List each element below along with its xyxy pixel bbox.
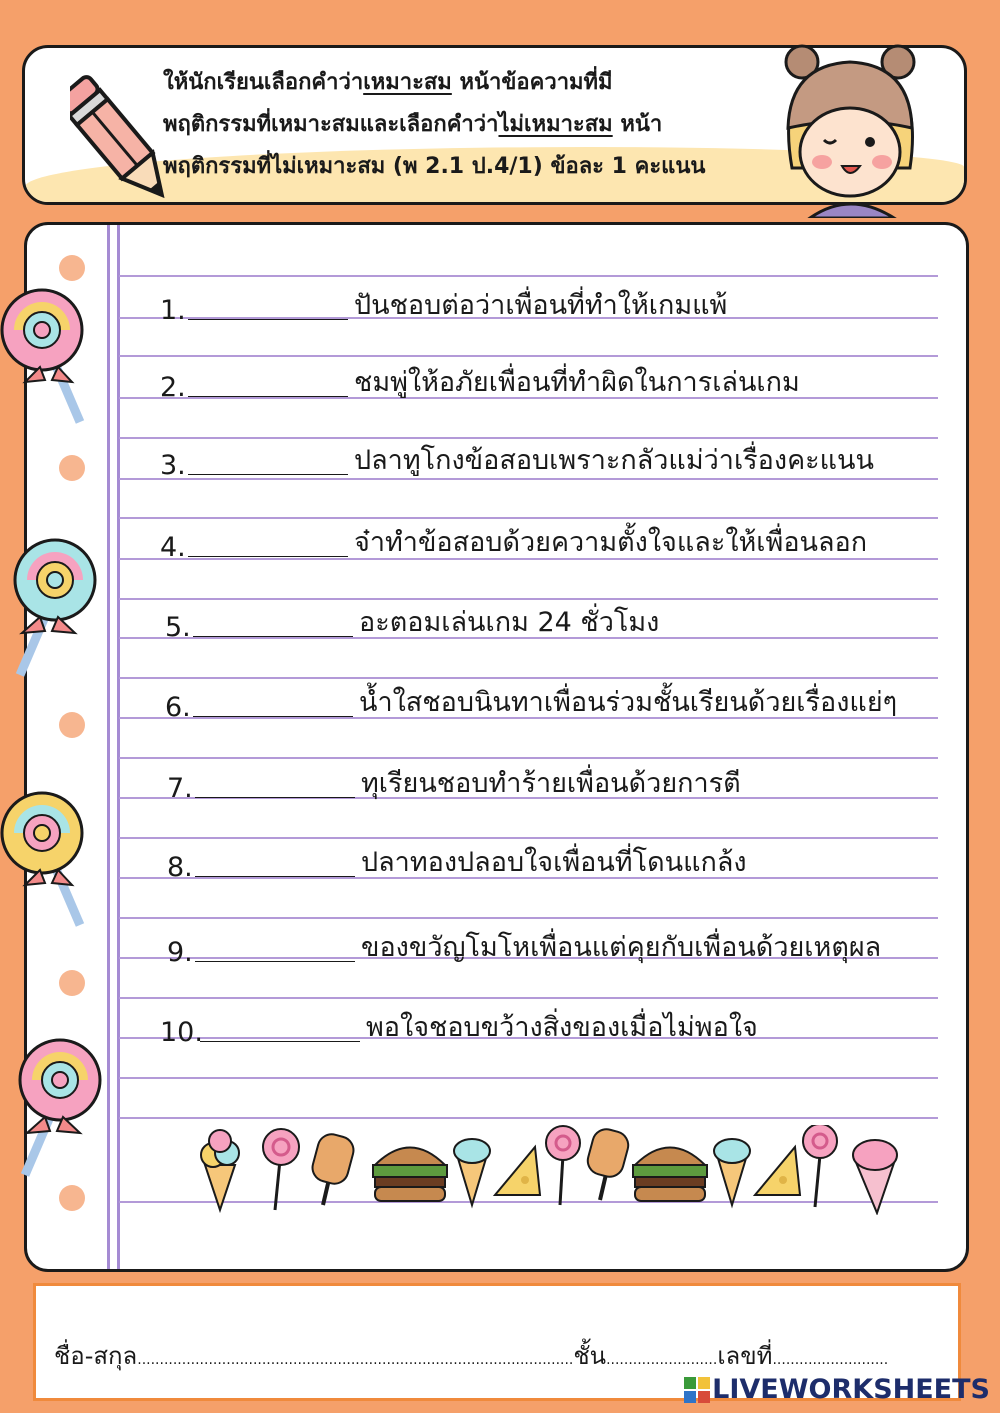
girl-bear-hat-illustration <box>770 40 930 218</box>
question-9 <box>167 925 881 968</box>
ruled-line <box>119 997 938 999</box>
name-label: ชื่อ-สกุล <box>54 1342 138 1370</box>
burger-icon <box>373 1148 447 1202</box>
question-number: 9. <box>167 937 193 968</box>
question-5 <box>165 600 659 643</box>
binder-hole <box>59 970 85 996</box>
watermark-text: LIVEWORKSHEETS <box>712 1374 990 1405</box>
binder-hole <box>59 255 85 281</box>
question-number: 6. <box>165 692 191 723</box>
instructions-line-2: พฤติกรรมที่เหมาะสมและเลือกคำว่าไม่เหมาะสม หน้า <box>163 112 663 137</box>
ruled-line <box>119 677 938 679</box>
ruled-line <box>119 517 938 519</box>
question-8 <box>167 840 747 883</box>
cheese-icon <box>495 1147 540 1195</box>
question-text: ของขวัญโมโหเพื่อนแต่คุยกับเพื่อนด้วยเหตุผล <box>361 932 882 963</box>
pencil-icon <box>70 70 170 205</box>
question-number: 7. <box>167 773 193 804</box>
question-text: จ๋าทำข้อสอบด้วยความตั้งใจและให้เพื่อนลอก <box>354 527 868 558</box>
popsicle-icon <box>309 1131 356 1205</box>
lollipop-icon <box>546 1126 580 1205</box>
question-1 <box>160 283 727 326</box>
question-number: 8. <box>167 852 193 883</box>
number-label: เลขที่ <box>717 1342 773 1370</box>
cone-icon <box>454 1139 490 1205</box>
ice-cream-icon <box>853 1140 897 1213</box>
question-2 <box>160 360 800 403</box>
question-text: อะตอมเล่นเกม 24 ชั่วโมง <box>359 607 660 638</box>
instructions-line-1: ให้นักเรียนเลือกคำว่าเหมาะสม หน้าข้อความที่มี <box>163 70 613 95</box>
question-text: พอใจชอบขว้างสิ่งของเมื่อไม่พอใจ <box>366 1012 758 1043</box>
lollipop-icon <box>263 1129 299 1210</box>
cheese-icon <box>755 1147 800 1195</box>
ruled-line <box>119 917 938 919</box>
question-number: 10. <box>160 1017 203 1048</box>
question-text: น้ำใสชอบนินทาเพื่อนร่วมชั้นเรียนด้วยเรื่องแย่ๆ <box>359 687 898 718</box>
question-text: ปลาทองปลอบใจเพื่อนที่โดนแกล้ง <box>361 847 747 878</box>
answer-blank[interactable] <box>193 633 353 637</box>
lollipop-icon <box>5 1035 115 1185</box>
question-7 <box>167 761 741 804</box>
question-3 <box>160 438 874 481</box>
class-field[interactable]: ......................... <box>606 1352 718 1368</box>
number-field[interactable]: .......................... <box>772 1352 889 1368</box>
food-decoration-strip <box>195 1125 915 1215</box>
ruled-line <box>119 757 938 759</box>
cone-icon <box>714 1139 750 1205</box>
answer-blank[interactable] <box>195 958 355 962</box>
lollipop-icon <box>803 1125 837 1207</box>
ruled-line <box>119 1117 938 1119</box>
question-6 <box>165 680 897 723</box>
answer-blank[interactable] <box>188 393 348 397</box>
answer-blank[interactable] <box>188 471 348 475</box>
liveworksheets-logo-icon <box>684 1377 710 1403</box>
question-text: ปลาทูโกงข้อสอบเพราะกลัวแม่ว่าเรื่องคะแนน <box>354 445 874 476</box>
popsicle-icon <box>585 1126 632 1200</box>
ruled-line <box>119 275 938 277</box>
instructions-line-3: พฤติกรรมที่ไม่เหมาะสม (พ 2.1 ป.4/1) ข้อละ 1 คะแนน <box>163 154 706 179</box>
ice-cream-icon <box>201 1130 239 1210</box>
class-label: ชั้น <box>573 1342 607 1370</box>
student-info-line <box>54 1336 954 1375</box>
question-text: ปันชอบต่อว่าเพื่อนที่ทำให้เกมแพ้ <box>354 290 728 321</box>
answer-blank[interactable] <box>195 873 355 877</box>
question-number: 3. <box>160 450 186 481</box>
binder-hole <box>59 712 85 738</box>
question-text: ทุเรียนชอบทำร้ายเพื่อนด้วยการตี <box>361 768 741 799</box>
margin-line <box>117 225 120 1269</box>
answer-blank[interactable] <box>195 794 355 798</box>
lollipop-icon <box>0 535 110 685</box>
question-4 <box>160 520 867 563</box>
answer-blank[interactable] <box>200 1038 360 1042</box>
answer-blank[interactable] <box>193 713 353 717</box>
answer-blank[interactable] <box>188 316 348 320</box>
ruled-line <box>119 1077 938 1079</box>
question-number: 2. <box>160 372 186 403</box>
answer-blank[interactable] <box>188 553 348 557</box>
instructions-text <box>163 62 803 188</box>
burger-icon <box>633 1148 707 1202</box>
lollipop-icon <box>0 282 110 432</box>
notebook-page <box>24 222 969 1272</box>
liveworksheets-watermark[interactable] <box>684 1374 990 1405</box>
name-field[interactable]: .................................................................................................. <box>137 1352 574 1368</box>
ruled-line <box>119 355 938 357</box>
ruled-line <box>119 837 938 839</box>
binder-hole <box>59 1185 85 1211</box>
question-number: 4. <box>160 532 186 563</box>
binder-hole <box>59 455 85 481</box>
question-number: 1. <box>160 295 186 326</box>
question-number: 5. <box>165 612 191 643</box>
question-10 <box>160 1005 758 1048</box>
lollipop-icon <box>0 785 110 935</box>
question-text: ชมพู่ให้อภัยเพื่อนที่ทำผิดในการเล่นเกม <box>354 367 800 398</box>
